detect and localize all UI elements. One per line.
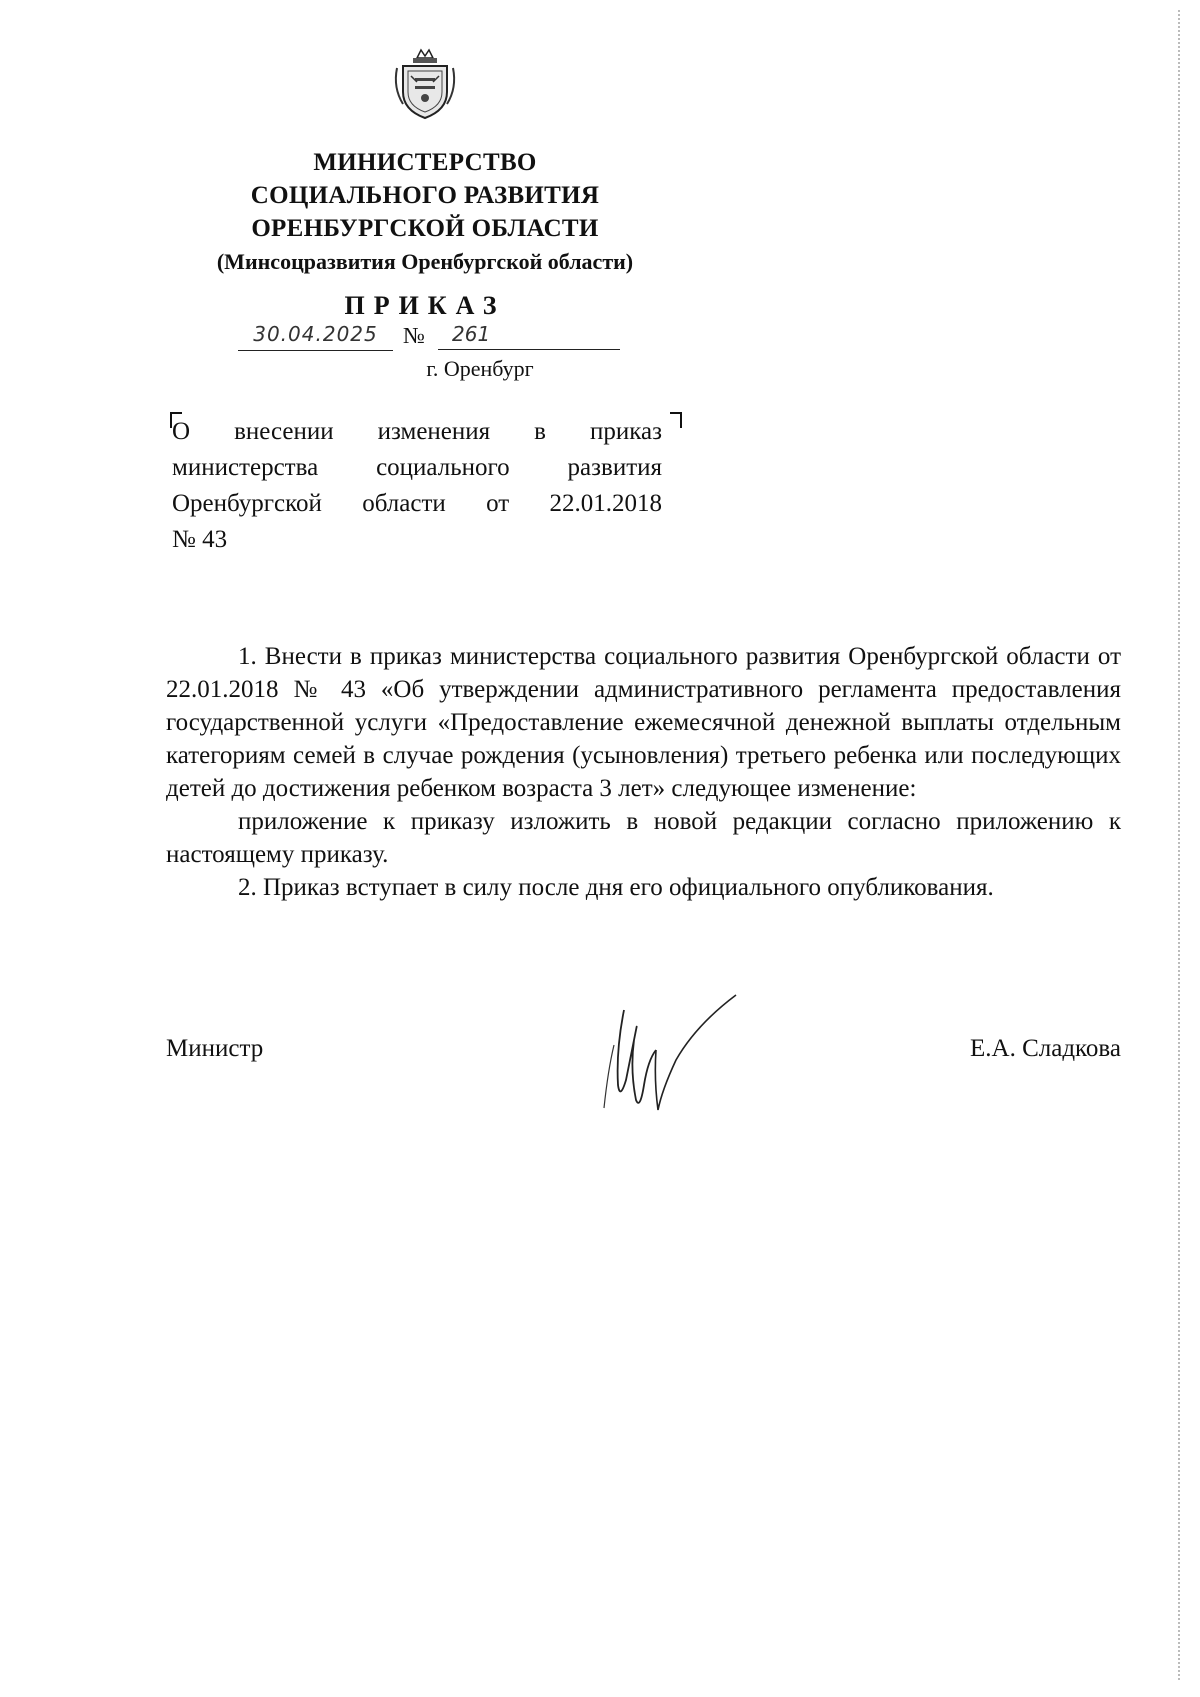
subject-text: О внесении изменения в приказ министерства социального развития Оренбургской области от 22.01.2018: [172, 418, 662, 517]
order-date-number-row: [238, 322, 618, 352]
order-number: 261: [438, 322, 620, 350]
number-sign: №: [403, 323, 425, 348]
order-city: г. Оренбург: [426, 356, 534, 381]
coat-of-arms-icon: [391, 48, 459, 122]
org-name-line-2: СОЦИАЛЬНОГО РАЗВИТИЯ: [250, 182, 600, 209]
organization-header: [160, 146, 690, 277]
signature-row: [166, 1035, 1121, 1075]
subject-bracket-right: [670, 412, 682, 428]
order-subject: [172, 414, 662, 558]
signatory-role: Министр: [166, 1035, 264, 1062]
body-paragraph-1: 1. Внести в приказ министерства социального развития Оренбургской области от 22.01.2018 № 43 «Об утверждении административного регламента предоставления государственной услуги «Предоставление ежемесячной денежной выплаты отдельным категориям семей в случае рождения (усыновления) третьего ребенка или последующих детей до достижения ребенком возраста 3 лет» следующее изменение:: [166, 643, 1121, 802]
order-title: ПРИКАЗ: [344, 291, 506, 320]
signatory-name: Е.А. Сладкова: [970, 1035, 1121, 1062]
order-date: 30.04.2025: [238, 322, 393, 351]
org-name-line-1: МИНИСТЕРСТВО: [313, 149, 537, 176]
org-name-line-3: ОРЕНБУРГСКОЙ ОБЛАСТИ: [251, 215, 599, 242]
org-short-name: (Минсоцразвития Оренбургской области): [216, 249, 634, 274]
body-paragraph-2: приложение к приказу изложить в новой редакции согласно приложению к настоящему приказу.: [166, 808, 1121, 868]
subject-text-last: № 43: [172, 526, 228, 553]
body-paragraph-3: 2. Приказ вступает в силу после дня его официального опубликования.: [238, 874, 994, 901]
scan-edge-line: [1178, 10, 1180, 1680]
order-body: [166, 640, 1121, 904]
